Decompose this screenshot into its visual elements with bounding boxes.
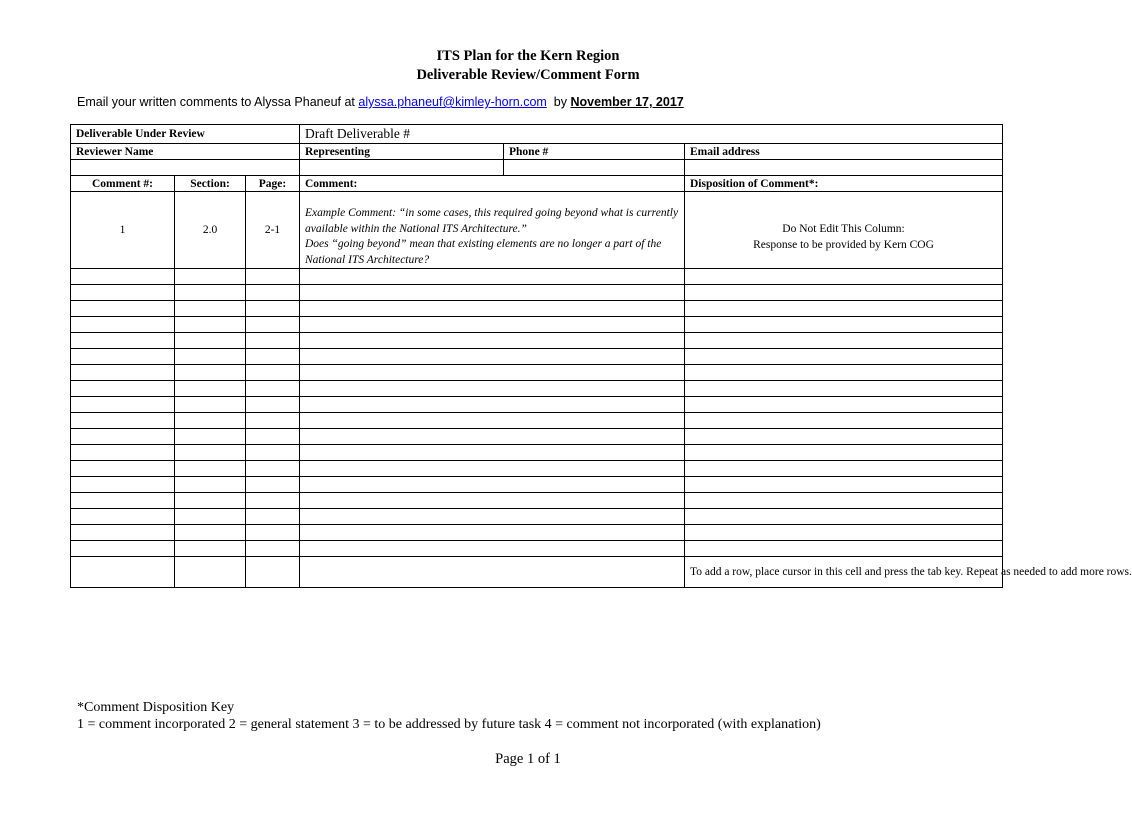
comment-cell[interactable]	[300, 317, 685, 333]
comment-cell[interactable]	[300, 477, 685, 493]
section-cell[interactable]	[175, 285, 246, 301]
deliverable-label: Deliverable Under Review	[71, 125, 300, 144]
comment-number-cell[interactable]	[71, 493, 175, 509]
example-comment-line1: Example Comment: “in some cases, this required going beyond what is currently available within the National ITS Architecture.”	[305, 207, 679, 235]
section-cell[interactable]	[175, 333, 246, 349]
comment-cell[interactable]	[300, 349, 685, 365]
page-cell[interactable]	[246, 525, 300, 541]
page-cell[interactable]	[246, 509, 300, 525]
disposition-cell[interactable]	[685, 333, 1003, 349]
table-row	[71, 525, 1003, 541]
page-cell[interactable]	[246, 493, 300, 509]
comment-number-cell[interactable]	[71, 413, 175, 429]
disposition-cell[interactable]	[685, 397, 1003, 413]
col-section: Section:	[175, 176, 246, 192]
comment-number-cell[interactable]	[71, 349, 175, 365]
table-row	[71, 317, 1003, 333]
example-page[interactable]: 2-1	[246, 192, 300, 269]
page-cell[interactable]	[246, 429, 300, 445]
table-row	[71, 381, 1003, 397]
section-cell[interactable]	[175, 269, 246, 285]
review-comment-table	[70, 124, 1132, 588]
example-section[interactable]: 2.0	[175, 192, 246, 269]
page-cell[interactable]	[246, 381, 300, 397]
disposition-cell[interactable]	[685, 413, 1003, 429]
disposition-cell[interactable]	[685, 301, 1003, 317]
comment-number-cell[interactable]	[71, 381, 175, 397]
last-comment-row	[71, 557, 1003, 588]
deadline-date: November 17, 2017	[570, 95, 684, 109]
section-cell[interactable]	[175, 365, 246, 381]
comment-cell[interactable]	[300, 381, 685, 397]
email-address-label: Email address	[685, 144, 1003, 160]
page-cell[interactable]	[246, 445, 300, 461]
disposition-key-text: 1 = comment incorporated 2 = general statement 3 = to be addressed by future task 4 = comment not incorporated (with explanation)	[77, 717, 821, 732]
section-cell[interactable]	[175, 477, 246, 493]
phone-field[interactable]	[504, 160, 685, 176]
disposition-cell[interactable]	[685, 285, 1003, 301]
section-cell[interactable]	[175, 461, 246, 477]
comment-cell[interactable]	[300, 413, 685, 429]
page-cell[interactable]	[246, 413, 300, 429]
page-cell[interactable]	[246, 349, 300, 365]
comment-number-cell[interactable]	[71, 525, 175, 541]
deliverable-value-field[interactable]: Draft Deliverable #	[300, 125, 1003, 144]
col-comment-number: Comment #:	[71, 176, 175, 192]
section-cell[interactable]	[175, 445, 246, 461]
table-row	[71, 301, 1003, 317]
page-cell[interactable]	[246, 541, 300, 557]
comment-number-cell[interactable]	[71, 285, 175, 301]
table-row	[71, 509, 1003, 525]
document-title: ITS Plan for the Kern Region	[436, 48, 620, 64]
disposition-cell[interactable]	[685, 269, 1003, 285]
example-comment[interactable]	[300, 192, 685, 269]
deliverable-row	[71, 125, 1003, 144]
phone-label: Phone #	[504, 144, 685, 160]
table-row	[71, 349, 1003, 365]
col-disposition: Disposition of Comment*:	[685, 176, 1003, 192]
comment-cell[interactable]	[300, 333, 685, 349]
comment-cell[interactable]	[300, 397, 685, 413]
comment-cell[interactable]	[300, 301, 685, 317]
disposition-cell[interactable]	[685, 349, 1003, 365]
table-row	[71, 477, 1003, 493]
reviewer-name-field[interactable]	[71, 160, 300, 176]
email-address-field[interactable]	[685, 160, 1003, 176]
instructions-line	[77, 95, 684, 109]
table-row	[71, 285, 1003, 301]
blank-comment-rows	[71, 269, 1003, 557]
comment-number-cell[interactable]	[71, 541, 175, 557]
table-row	[71, 365, 1003, 381]
table-row	[71, 445, 1003, 461]
disposition-cell[interactable]	[685, 525, 1003, 541]
table-row	[71, 541, 1003, 557]
comment-cell[interactable]	[300, 269, 685, 285]
table-row	[71, 429, 1003, 445]
table-row	[71, 493, 1003, 509]
comment-cell[interactable]	[300, 445, 685, 461]
comment-number-cell[interactable]	[71, 477, 175, 493]
page-cell[interactable]	[246, 269, 300, 285]
comment-number-cell[interactable]	[71, 269, 175, 285]
email-link[interactable]: alyssa.phaneuf@kimley-horn.com	[358, 95, 547, 109]
section-cell[interactable]	[175, 429, 246, 445]
page-cell[interactable]	[246, 365, 300, 381]
section-cell[interactable]	[175, 509, 246, 525]
reviewer-header-row	[71, 144, 1003, 160]
section-cell[interactable]	[175, 557, 246, 588]
table-row	[71, 461, 1003, 477]
section-cell[interactable]	[175, 541, 246, 557]
comment-header-row	[71, 176, 1003, 192]
comment-number-cell[interactable]	[71, 333, 175, 349]
disposition-cell[interactable]	[685, 381, 1003, 397]
section-cell[interactable]	[175, 317, 246, 333]
table-row	[71, 397, 1003, 413]
page-cell[interactable]	[246, 317, 300, 333]
representing-field[interactable]	[300, 160, 504, 176]
comment-cell[interactable]	[300, 429, 685, 445]
comment-cell[interactable]	[300, 365, 685, 381]
disposition-note-line1: Do Not Edit This Column:	[782, 223, 905, 235]
reviewer-input-row	[71, 160, 1003, 176]
disposition-cell[interactable]	[685, 429, 1003, 445]
instructions-by: by	[546, 95, 571, 109]
section-cell[interactable]	[175, 493, 246, 509]
comment-number-cell[interactable]	[71, 397, 175, 413]
add-row-note-cell[interactable]: To add a row, place cursor in this cell and press the tab key. Repeat as needed to add more rows.	[685, 557, 1003, 588]
page-cell[interactable]	[246, 557, 300, 588]
comment-cell[interactable]	[300, 541, 685, 557]
comment-number-cell[interactable]	[71, 461, 175, 477]
table-row	[71, 413, 1003, 429]
page-cell[interactable]	[246, 333, 300, 349]
disposition-cell[interactable]	[685, 477, 1003, 493]
disposition-note-line2: Response to be provided by Kern COG	[753, 239, 934, 251]
comment-number-cell[interactable]	[71, 365, 175, 381]
disposition-key-title: *Comment Disposition Key	[77, 700, 235, 715]
example-disposition	[685, 192, 1003, 269]
section-cell[interactable]	[175, 525, 246, 541]
instructions-prefix: Email your written comments to Alyssa Phaneuf at	[77, 95, 359, 109]
comment-cell[interactable]	[300, 493, 685, 509]
disposition-cell[interactable]	[685, 509, 1003, 525]
reviewer-name-label: Reviewer Name	[71, 144, 300, 160]
comment-cell[interactable]	[300, 461, 685, 477]
table-row	[71, 269, 1003, 285]
comment-cell[interactable]	[300, 285, 685, 301]
page-cell[interactable]	[246, 477, 300, 493]
disposition-cell[interactable]	[685, 541, 1003, 557]
col-comment: Comment:	[300, 176, 685, 192]
section-cell[interactable]	[175, 397, 246, 413]
comment-number-cell[interactable]	[71, 509, 175, 525]
disposition-cell[interactable]	[685, 365, 1003, 381]
comment-number-cell[interactable]	[71, 445, 175, 461]
section-cell[interactable]	[175, 381, 246, 397]
representing-label: Representing	[300, 144, 504, 160]
comment-number-cell[interactable]	[71, 429, 175, 445]
disposition-cell[interactable]	[685, 493, 1003, 509]
example-number[interactable]: 1	[71, 192, 175, 269]
comment-cell[interactable]	[300, 525, 685, 541]
document-subtitle: Deliverable Review/Comment Form	[416, 67, 640, 83]
page-cell[interactable]	[246, 301, 300, 317]
comment-cell[interactable]	[300, 557, 685, 588]
comment-number-cell[interactable]	[71, 557, 175, 588]
col-page: Page:	[246, 176, 300, 192]
table-row	[71, 333, 1003, 349]
disposition-cell[interactable]	[685, 461, 1003, 477]
example-comment-line2: Does “going beyond” mean that existing elements are no longer a part of the National ITS Architecture?	[305, 238, 662, 266]
section-cell[interactable]	[175, 413, 246, 429]
disposition-cell[interactable]	[685, 317, 1003, 333]
comment-cell[interactable]	[300, 509, 685, 525]
page-number: Page 1 of 1	[495, 751, 561, 767]
section-cell[interactable]	[175, 301, 246, 317]
comment-number-cell[interactable]	[71, 317, 175, 333]
comment-number-cell[interactable]	[71, 301, 175, 317]
page-cell[interactable]	[246, 461, 300, 477]
page-cell[interactable]	[246, 397, 300, 413]
disposition-cell[interactable]	[685, 445, 1003, 461]
page-cell[interactable]	[246, 285, 300, 301]
example-comment-row	[71, 192, 1003, 269]
section-cell[interactable]	[175, 349, 246, 365]
